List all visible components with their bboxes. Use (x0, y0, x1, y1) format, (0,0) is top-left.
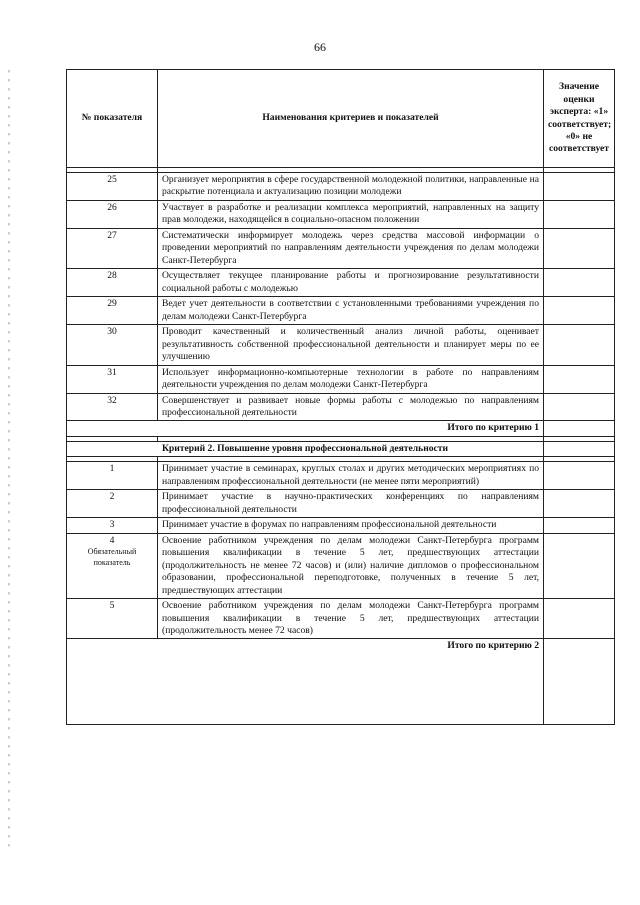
row-number: 27 (67, 228, 158, 268)
total-row-2 (67, 639, 615, 725)
mandatory-note: Обязательный показатель (87, 547, 137, 567)
row-number: 31 (67, 365, 158, 393)
total-label-1: Итого по критерию 1 (67, 421, 544, 436)
table-row (67, 325, 615, 365)
row-number: 32 (67, 393, 158, 421)
table-row (67, 490, 615, 518)
row-score-cell[interactable] (544, 228, 615, 268)
table-row (67, 533, 615, 598)
row-number: 3 (67, 518, 158, 533)
row-number: 30 (67, 325, 158, 365)
row-score-cell[interactable] (544, 518, 615, 533)
row-text: Принимает участие в научно-практических конференциях по направлениям профессиональной деятельности (158, 490, 544, 518)
row-number: 1 (67, 462, 158, 490)
row-score-cell[interactable] (544, 533, 615, 598)
row-number-cell (67, 533, 158, 598)
row-number: 29 (67, 297, 158, 325)
row-number: 25 (67, 173, 158, 201)
row-text: Проводит качественный и количественный анализ личной работы, оценивает результативность собственной профессиональной деятельности и планирует меры по ее улучшению (158, 325, 544, 365)
table-row (67, 269, 615, 297)
scan-margin-marks (8, 70, 10, 850)
table-row (67, 518, 615, 533)
row-score-cell[interactable] (544, 599, 615, 639)
row-score-cell[interactable] (544, 297, 615, 325)
row-text: Освоение работником учреждения по делам молодежи Санкт-Петербурга программ повышения квалификации в течение 5 лет, предшествующих аттестации (продолжительность не менее 72 часов) и (или) наличие дипломов о профессиональном образовании, профессиональной переподготовке, полученных в течение 5 лет, предшествующих аттестации (158, 533, 544, 598)
table-row (67, 365, 615, 393)
row-score-cell[interactable] (544, 365, 615, 393)
row-text: Осуществляет текущее планирование работы и прогнозирование результативности социальной работы с молодежью (158, 269, 544, 297)
header-evaluation: Значение оценки эксперта: «1» соответствует; «0» не соответствует (544, 70, 615, 168)
row-text: Организует мероприятия в сфере государственной молодежной политики, направленные на раскрытие потенциала и актуализацию позиции молодежи (158, 173, 544, 201)
criterion-2-title: Критерий 2. Повышение уровня профессиональной деятельности (67, 441, 544, 456)
table-row (67, 200, 615, 228)
header-name: Наименования критериев и показателей (158, 70, 544, 168)
row-number: 4 (109, 534, 115, 546)
total-row-1 (67, 421, 615, 436)
total-score-cell-1[interactable] (544, 421, 615, 436)
row-score-cell[interactable] (544, 173, 615, 201)
criterion-2-blank (544, 441, 615, 456)
total-score-cell-2[interactable] (544, 639, 615, 725)
row-number: 26 (67, 200, 158, 228)
row-score-cell[interactable] (544, 269, 615, 297)
table-row (67, 173, 615, 201)
row-text: Принимает участие в семинарах, круглых столах и других методических мероприятиях по направлениям профессиональной деятельности (не менее пяти мероприятий) (158, 462, 544, 490)
row-text: Освоение работником учреждения по делам молодежи Санкт-Петербурга программ повышения квалификации в течение 5 лет, предшествующих аттестации (продолжительность менее 72 часов) (158, 599, 544, 639)
table-row (67, 462, 615, 490)
row-text: Использует информационно-компьютерные технологии в работе по направлениям деятельности учреждения по делам молодежи Санкт-Петербурга (158, 365, 544, 393)
page-number: 66 (314, 40, 326, 54)
row-text: Совершенствует и развивает новые формы работы с молодежью по направлениям профессиональной деятельности (158, 393, 544, 421)
table-header-row (67, 70, 615, 168)
criterion-heading-row (67, 441, 615, 456)
row-score-cell[interactable] (544, 393, 615, 421)
row-score-cell[interactable] (544, 325, 615, 365)
header-number: № показателя (67, 70, 158, 168)
row-score-cell[interactable] (544, 200, 615, 228)
table-row (67, 297, 615, 325)
table-row (67, 599, 615, 639)
row-text: Систематически информирует молодежь через средства массовой информации о проведении мероприятий по направлениям деятельности учреждения по делам молодежи Санкт-Петербурга (158, 228, 544, 268)
row-text: Принимает участие в форумах по направлениям профессиональной деятельности (158, 518, 544, 533)
row-score-cell[interactable] (544, 490, 615, 518)
row-text: Ведет учет деятельности в соответствии с установленными требованиями учреждения по делам молодежи Санкт-Петербурга (158, 297, 544, 325)
row-score-cell[interactable] (544, 462, 615, 490)
row-text: Участвует в разработке и реализации комплекса мероприятий, направленных на защиту прав молодежи, находящейся в социально-опасном положении (158, 200, 544, 228)
row-number: 5 (67, 599, 158, 639)
criteria-table (66, 69, 615, 725)
row-number: 2 (67, 490, 158, 518)
row-number: 28 (67, 269, 158, 297)
table-row (67, 393, 615, 421)
table-row (67, 228, 615, 268)
total-label-2: Итого по критерию 2 (67, 639, 544, 725)
